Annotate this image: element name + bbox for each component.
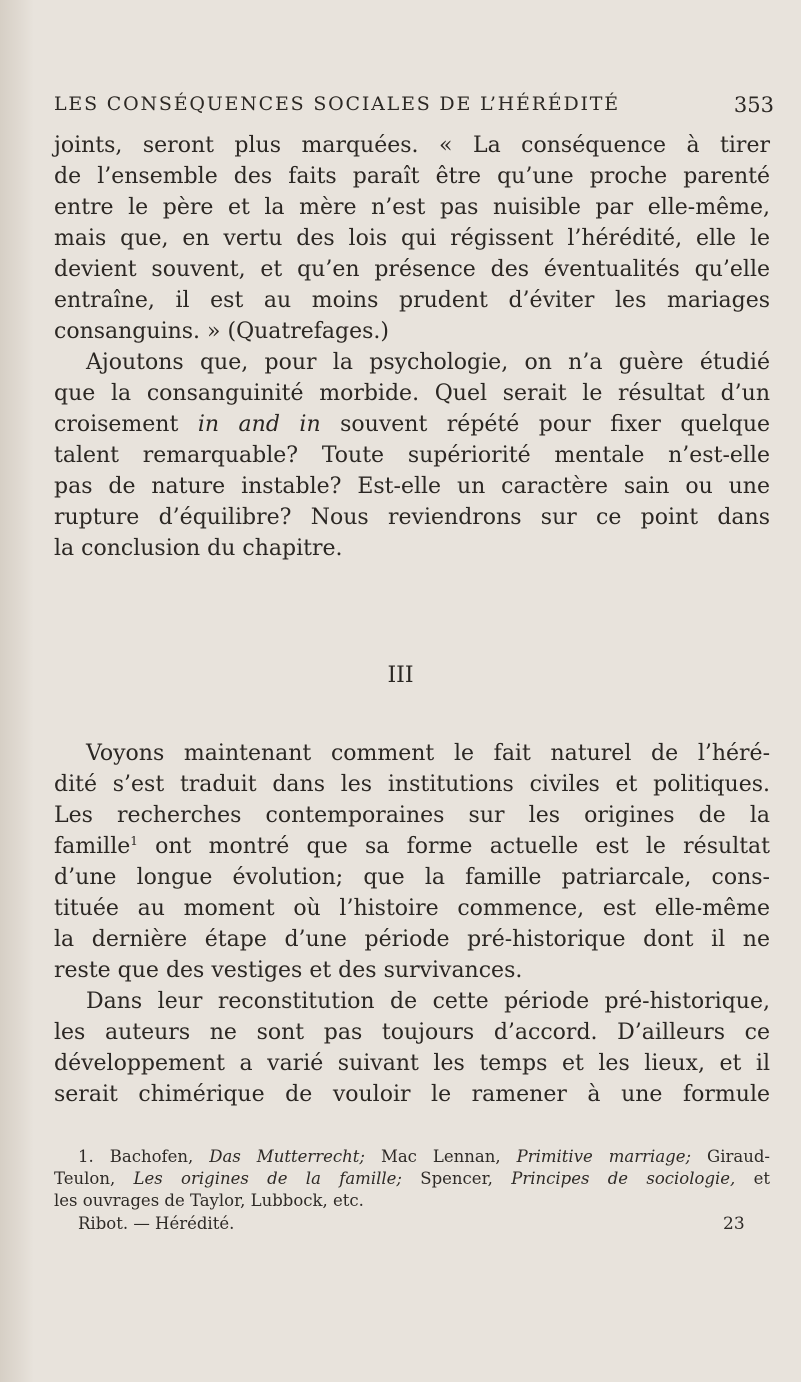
text-run: Bachofen,: [93, 1147, 210, 1166]
text-line: entraîne, il est au moins prudent d’éviter les mariages: [54, 288, 770, 313]
text-line: la dernière étape d’une période pré-historique dont il ne: [54, 927, 770, 952]
text-line: Dans leur reconstitution de cette période pré-historique,: [86, 989, 770, 1014]
text-line: les auteurs ne sont pas toujours d’accord. D’ailleurs ce: [54, 1020, 770, 1045]
text-line: [54, 410, 770, 440]
text-run: croisement: [54, 412, 198, 437]
running-header: [54, 93, 774, 123]
book-title: Primitive marriage;: [516, 1147, 692, 1166]
text-line: rupture d’équilibre? Nous reviendrons sur ce point dans: [54, 505, 770, 530]
text-line: Voyons maintenant comment le fait naturel de l’héré-: [86, 741, 770, 766]
text-line: développement a varié suivant les temps et les lieux, et il: [54, 1051, 770, 1076]
footnote-line: les ouvrages de Taylor, Lubbock, etc.: [54, 1191, 364, 1210]
text-line: que la consanguinité morbide. Quel serait le résultat d’un: [54, 381, 770, 406]
text-line: pas de nature instable? Est-elle un caractère sain ou une: [54, 474, 770, 499]
text-run: ont montré que sa forme actuelle est le résultat: [137, 834, 770, 859]
text-run: Spencer,: [401, 1169, 512, 1188]
book-title: Das Mutterrecht;: [209, 1147, 365, 1166]
text-line: mais que, en vertu des lois qui régissent l’hérédité, elle le: [54, 226, 770, 251]
text-run: Teulon,: [54, 1169, 134, 1188]
text-line: tituée au moment où l’histoire commence, est elle-même: [54, 896, 770, 921]
text-line: serait chimérique de vouloir le ramener à une formule: [54, 1082, 770, 1107]
text-line: Ajoutons que, pour la psychologie, on n’a guère étudié: [86, 350, 770, 375]
text-line: dité s’est traduit dans les institutions civiles et politiques.: [54, 772, 770, 797]
sheet-number: 23: [723, 1214, 745, 1234]
signature-mark: Ribot. — Hérédité.: [78, 1214, 235, 1233]
text-line: devient souvent, et qu’en présence des éventualités qu’elle: [54, 257, 770, 282]
footnote-line: [54, 1168, 770, 1190]
text-run: et: [735, 1169, 771, 1188]
running-title: LES CONSÉQUENCES SOCIALES DE L’HÉRÉDITÉ: [54, 93, 620, 115]
footnote-line: [78, 1146, 770, 1168]
text-line: de l’ensemble des faits paraît être qu’une proche parenté: [54, 164, 770, 189]
text-run: souvent répété pour fixer quelque: [320, 412, 771, 437]
text-line: d’une longue évolution; que la famille patriarcale, cons-: [54, 865, 770, 890]
text-line: reste que des vestiges et des survivances.: [54, 958, 523, 983]
text-line: Les recherches contemporaines sur les origines de la: [54, 803, 770, 828]
page-number: 353: [733, 93, 774, 117]
text-line: entre le père et la mère n’est pas nuisible par elle-même,: [54, 195, 770, 220]
text-run: Mac Lennan,: [364, 1147, 517, 1166]
book-title: Les origines de la famille;: [133, 1169, 402, 1188]
text-line: consanguins. » (Quatrefages.): [54, 319, 390, 344]
text-run: Giraud-: [691, 1147, 771, 1166]
italic-phrase: in and in: [197, 412, 321, 437]
text-run: famille: [54, 834, 131, 859]
text-line: la conclusion du chapitre.: [54, 536, 343, 561]
footnote-number: 1.: [78, 1147, 94, 1166]
text-line: talent remarquable? Toute supériorité mentale n’est-elle: [54, 443, 770, 468]
footnote-marker: 1: [130, 834, 138, 848]
book-title: Principes de sociologie,: [511, 1169, 736, 1188]
text-line: [54, 832, 770, 862]
text-line: joints, seront plus marquées. « La conséquence à tirer: [54, 133, 770, 158]
section-heading: III: [387, 663, 414, 688]
